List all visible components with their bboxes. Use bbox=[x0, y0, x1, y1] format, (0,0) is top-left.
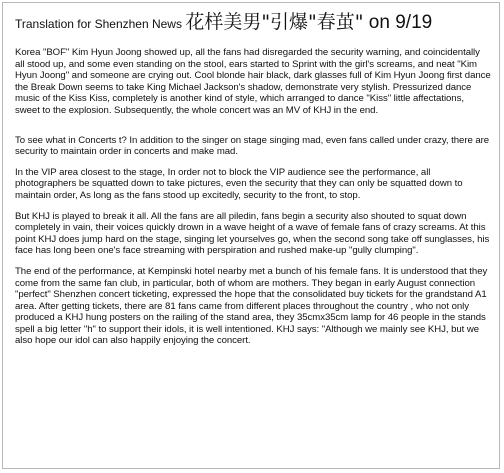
article-title bbox=[15, 11, 491, 35]
title-chinese: 花样美男"引爆"春茧" bbox=[185, 11, 364, 33]
paragraph-1: Korea "BOF" Kim Hyun Joong showed up, all the fans had disregarded the security warning, and coincidentally all stood up, and some even standing on the stool, ears started to Sprint with the girl's screams, and neat "Kim Hyun Joong" and someone are crying out. Cool blonde hair black, dark glasses full of Kim Hyun Joong first dance the Break Down seems to take King Michael Jackson's shadow, demonstrate very stylish. Pressurized dance music of the Kiss Kiss, completely is another kind of style, which arranged to dance "Kiss" little affectations, sweet to the explosion. Subsequently, the whole concert was an MV of KHJ in the end. bbox=[15, 47, 491, 116]
paragraph-2: To see what in Concerts t? In addition to the singer on stage singing mad, even fans called under crazy, there are security to maintain order in concerts and make mad. bbox=[15, 134, 490, 158]
paragraph-5: The end of the performance, at Kempinski hotel nearby met a bunch of his female fans. It is understood that they come from the same fan club, in particular, both of whom are mothers. They began in early August connection "perfect" Shenzhen concert ticketing, expressed the hope that the consolidated buy tickets for the grandstand A1 area. After getting tickets, there are 81 fans came from different places throughout the country , who not only produced a KHJ hung posters on the railing of the stand area, they 35cmx35cm lamp for 46 people in the stands spell a big letter "h" to support their idols, it is well intentioned. KHJ says: "Although we mainly see KHJ, but we also hope our idol can also happily enjoying the concert. bbox=[15, 265, 488, 347]
title-prefix: Translation for Shenzhen News bbox=[15, 17, 186, 31]
article bbox=[15, 11, 491, 347]
title-date: on 9/19 bbox=[363, 12, 433, 33]
paragraph-3: In the VIP area closest to the stage, In order not to block the VIP audience see the performance, all photographers be squatted down to take pictures, even the security that they can only be squatted down to maintain order, As long as the fans stood up excitedly, security to the front, to stop. bbox=[15, 166, 463, 201]
paragraph-4: But KHJ is played to break it all. All the fans are all piledin, fans begin a security also shouted to squat down completely in vain, their voices quickly drown in a wave height of a wave of female fans of crazy screams. At this point KHJ does jump hard on the stage, singing let yourselves go, when the second song take off sunglasses, his face has long been one's face streaming with perspiration and rushed make-up "gully clumping". bbox=[15, 210, 490, 257]
scanned-page bbox=[2, 2, 500, 469]
